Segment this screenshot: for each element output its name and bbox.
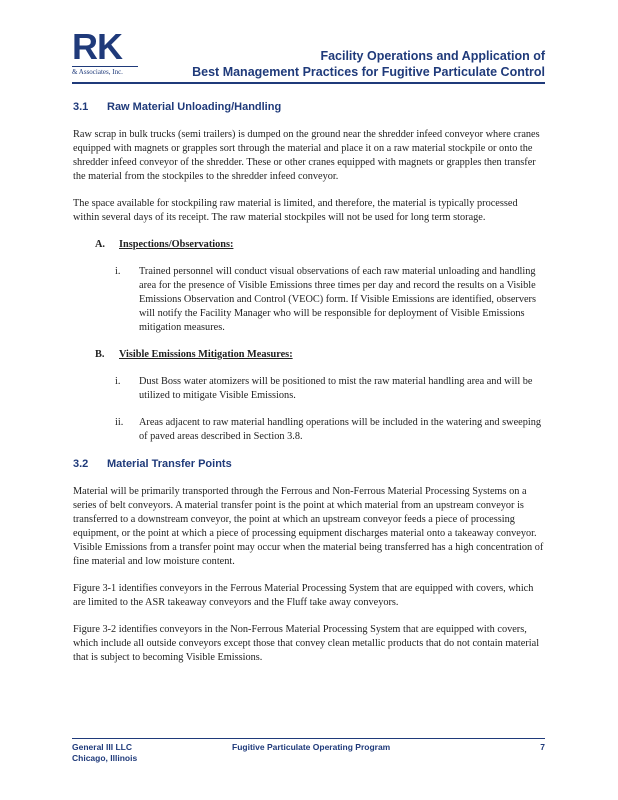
footer-city: Chicago, Illinois: [72, 753, 138, 763]
footer-rule: [72, 738, 545, 739]
header-title-line2: Best Management Practices for Fugitive Particulate Control: [192, 65, 545, 79]
list-item: [73, 416, 545, 444]
list-item-number: ii.: [115, 417, 124, 428]
page-number: 7: [540, 742, 545, 752]
paragraph: The space available for stockpiling raw material is limited, and therefore, the material is typically processed within several days of its receipt. The raw material stockpiles will not be used for long term storage.: [73, 198, 518, 223]
header-rule: [72, 82, 545, 84]
list-item-text: Dust Boss water atomizers will be positioned to mist the raw material handling area and will be utilized to mitigate Visible Emissions.: [139, 376, 533, 401]
section-title: Material Transfer Points: [107, 458, 232, 470]
section-number: 3.2: [73, 458, 89, 470]
document-body: [73, 100, 545, 678]
list-item-text: Areas adjacent to raw material handling operations will be included in the watering and sweeping of paved areas described in Section 3.8.: [139, 417, 542, 442]
paragraph: Figure 3-1 identifies conveyors in the Ferrous Material Processing System that are equipped with covers, which are limited to the ASR takeaway conveyors and the Fluff take away conveyors.: [73, 583, 534, 608]
logo-text: RK: [72, 26, 122, 67]
subsection-letter: B.: [95, 349, 105, 360]
paragraph: Material will be primarily transported through the Ferrous and Non-Ferrous Material Processing Systems on a series of belt conveyors. A material transfer point is the point at which material from an upstream conveyor is transferred to a downstream conveyor, the point at which an upstream conveyor feeds a piece of processing equipment, or the point at which a piece of processing equipment discharges material onto a takeaway conveyor. Visible Emissions from a transfer point may occur when the material being transferred has a high concentration of fine material and low moisture content.: [73, 486, 544, 567]
footer-company-block: [72, 742, 137, 764]
section-3-1-heading: [73, 100, 545, 114]
subsection-title: Inspections/Observations:: [119, 239, 234, 250]
logo-subtext: & Associates, Inc.: [72, 66, 138, 76]
section-3-2-heading: [73, 457, 545, 471]
subsection-b-heading: [73, 348, 545, 362]
subsection-title: Visible Emissions Mitigation Measures:: [119, 349, 293, 360]
list-item: [73, 375, 545, 403]
footer-company: General III LLC: [72, 742, 132, 752]
subsection-letter: A.: [95, 239, 106, 250]
paragraph: Figure 3-2 identifies conveyors in the Non-Ferrous Material Processing System that are equipped with covers, which include all outside conveyors except those that convey clean metallic products that do not contain material that is subject to becoming Visible Emissions.: [73, 624, 540, 663]
list-item-number: i.: [115, 376, 121, 387]
header-title-line1: Facility Operations and Application of: [320, 49, 545, 63]
list-item-text: Trained personnel will conduct visual observations of each raw material unloading and handling area for the presence of Visible Emissions three times per day and record the results on a Visible Emissions Observation and Control (VEOC) form. If Visible Emissions are identified, observers will notify the Facility Manager who will be responsible for deployment of Visible Emissions mitigation measures.: [139, 266, 536, 333]
list-item-number: i.: [115, 266, 121, 277]
section-title: Raw Material Unloading/Handling: [107, 101, 282, 113]
company-logo: [72, 26, 138, 76]
list-item: [73, 265, 545, 335]
document-header-title: [192, 48, 545, 80]
footer-program: Fugitive Particulate Operating Program: [232, 742, 391, 752]
subsection-a-heading: [73, 238, 545, 252]
section-number: 3.1: [73, 101, 89, 113]
paragraph: Raw scrap in bulk trucks (semi trailers) is dumped on the ground near the shredder infeed conveyor where cranes equipped with magnets or grapples sort through the material and place it on a raw material stockpile or onto the shredder infeed conveyor of the shredder. These or other cranes equipped with magnets or grapples then transfer the material from the stockpiles to the shredder infeed conveyor.: [73, 129, 540, 182]
